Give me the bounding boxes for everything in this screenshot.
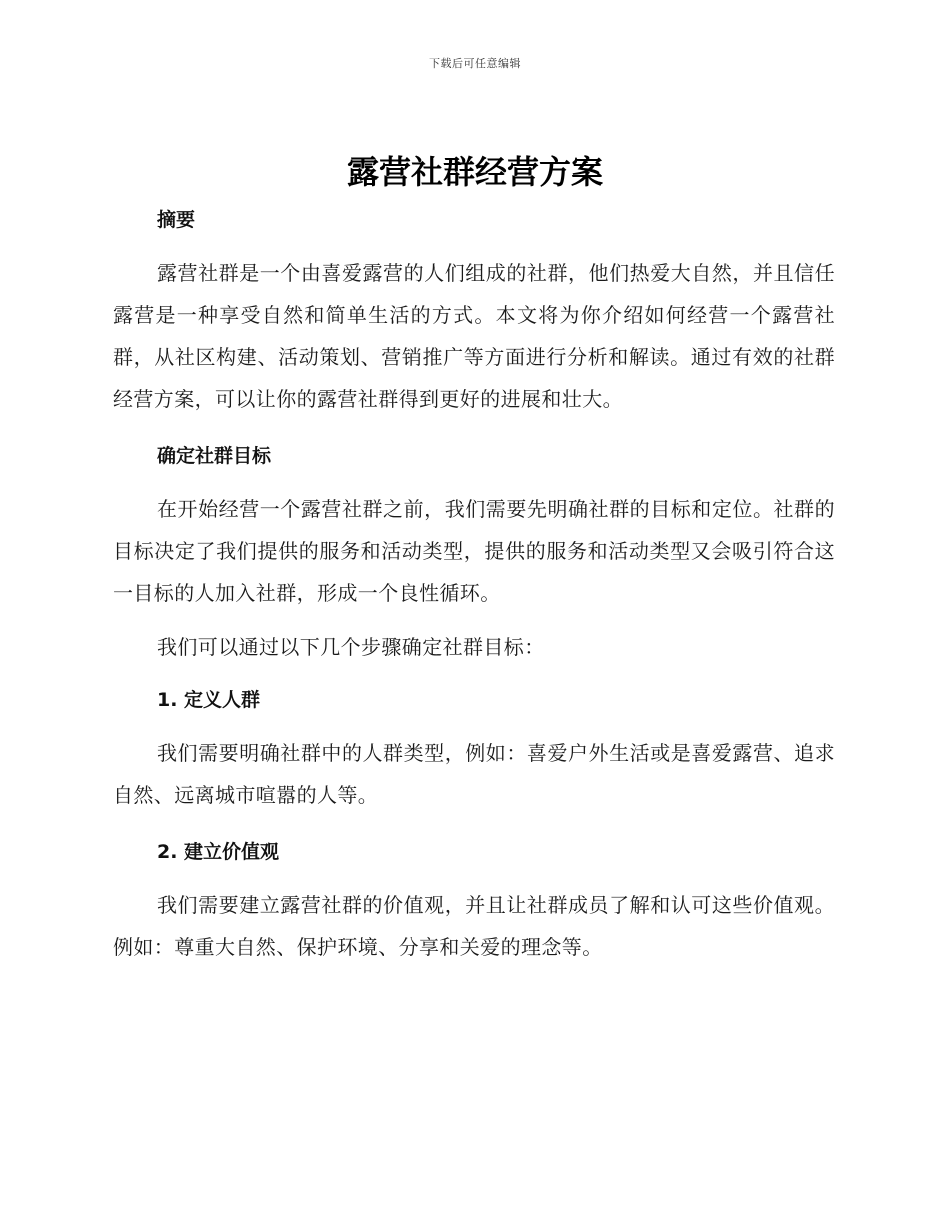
document-body bbox=[113, 200, 835, 968]
goals-paragraph: 在开始经营一个露营社群之前，我们需要先明确社群的目标和定位。社群的目标决定了我们提供的服务和活动类型，提供的服务和活动类型又会吸引符合这一目标的人加入社群，形成一个良性循环。 bbox=[113, 497, 835, 605]
section-heading-goals: 确定社群目标 bbox=[157, 445, 272, 467]
section-heading-values: 2. 建立价值观 bbox=[157, 841, 280, 863]
document-title: 露营社群经营方案 bbox=[346, 153, 603, 191]
page-header-note: 下载后可任意编辑 bbox=[429, 57, 521, 70]
goals-steps-intro: 我们可以通过以下几个步骤确定社群目标： bbox=[157, 635, 545, 659]
values-paragraph: 我们需要建立露营社群的价值观，并且让社群成员了解和认可这些价值观。例如：尊重大自然、保护环境、分享和关爱的理念等。 bbox=[113, 893, 835, 959]
define-audience-paragraph: 我们需要明确社群中的人群类型，例如：喜爱户外生活或是喜爱露营、追求自然、远离城市喧嚣的人等。 bbox=[113, 741, 835, 807]
abstract-paragraph: 露营社群是一个由喜爱露营的人们组成的社群，他们热爱大自然，并且信任露营是一种享受自然和简单生活的方式。本文将为你介绍如何经营一个露营社群，从社区构建、活动策划、营销推广等方面进行分析和解读。通过有效的社群经营方案，可以让你的露营社群得到更好的进展和壮大。 bbox=[113, 261, 835, 411]
section-heading-abstract: 摘要 bbox=[157, 209, 196, 231]
section-heading-define-audience: 1. 定义人群 bbox=[157, 689, 261, 711]
